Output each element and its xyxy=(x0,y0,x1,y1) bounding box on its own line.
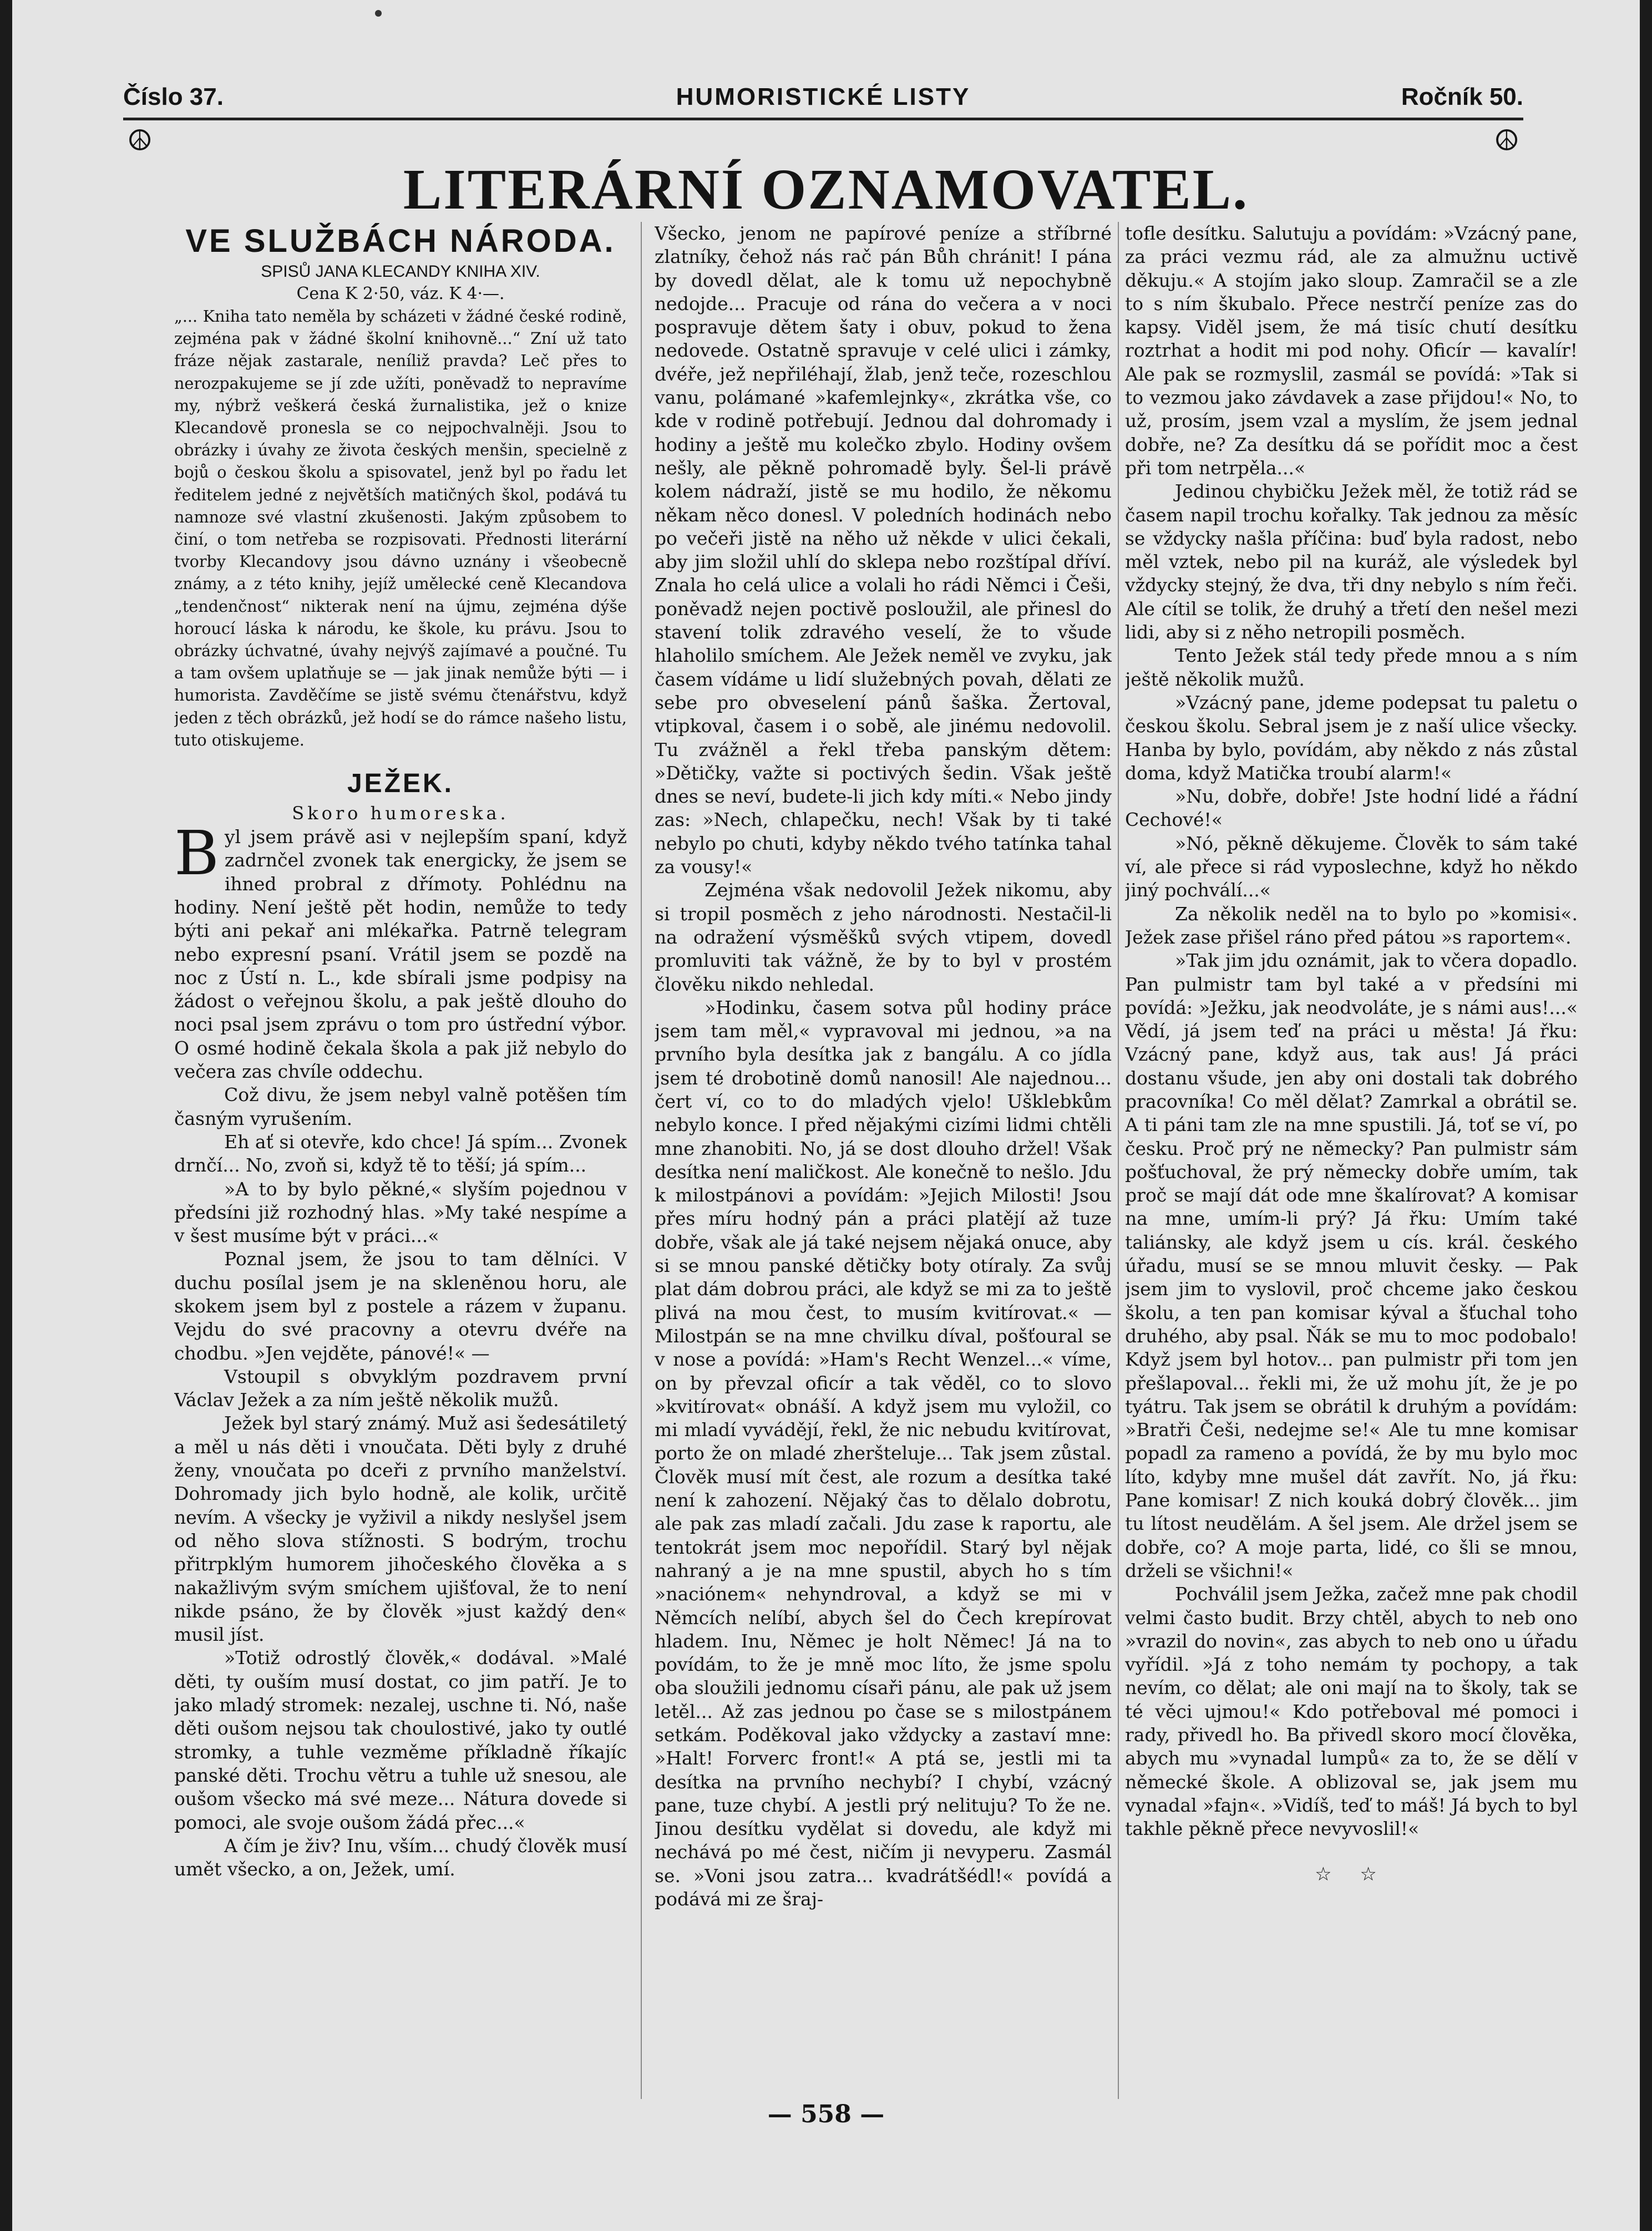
paragraph: Což divu, že jsem nebyl valně potěšen tím časným vyrušením. xyxy=(174,1084,627,1129)
paragraph: »A to by bylo pěkné,« slyším pojednou v předsíni již rozhodný hlas. »My také nespíme a v šest musíme být v práci...« xyxy=(174,1178,627,1247)
paragraph: Za několik neděl na to bylo po »komisi«. Ježek zase přišel ráno před pátou »s raportem«. xyxy=(1125,902,1578,948)
paragraph: Ježek byl starý známý. Muž asi šedesátiletý a měl u nás děti i vnoučata. Děti byly z druhé ženy, vnoučata po dceři z prvního manželství. Dohromady jich bylo hodně, ale kolik, určitě nevím. A všecky je vyživil a nikdy neslyšel jsem od něho slova stížnosti. S bodrým, trochu přitrpklým humorem jihočeského člověka a s nakažlivým svým smíchem ujišťoval, že to není nikde psáno, že by člověk »just každý den« musil jíst. xyxy=(174,1412,627,1646)
paragraph: Jedinou chybičku Ježek měl, že totiž rád se časem napil trochu kořalky. Tak jednou za měsíc se vždycky našla příčina: buď byla radost, nebo měl vztek, nebo pil na kuráž, ale výsledek byl vždycky stejný, že dva, tři dny nebylo s ním řeči. Ale cítil se tolik, že druhý a třetí den nešel mezi lidi, aby si z něho netropili posměch. xyxy=(1125,480,1578,643)
column-1 xyxy=(174,222,627,2103)
paragraph: »Hodinku, časem sotva půl hodiny práce jsem tam měl,« vypravoval mi jednou, »a na prvního byla desítka jak z bangálu. A co jídla jsem té drobotině domů nanosil! Ale najednou... čert ví, co to do mladých vjelo! Ušklebkům nebylo konce. I před nějakými cizími lidmi chtěli mne zhanobiti. No, já se dost dlouho držel! Však desítka není maličkost. Ale konečně to nešlo. Jdu k milostpánovi a povídám: »Jejich Milosti! Jsou přes míru hodný pán a práci platějí až tuze dobře, však ale já také nejsem nějaká onuce, aby si se mnou panské dětičky boty otíraly. Za svůj plat dám dobrou práci, ale když se mi za to ještě plivá na mou čest, to musím kvitírovat.« — Milostpán se na mne chvilku díval, pošťoural se v nose a povídá: »Ham's Recht Wenzel...« víme, on by převzal oficír a tak věděl, co to slovo »kvitírovat« obnáší. A když jsem mu vyložil, co mi mladí vyvádějí, řekl, že nic nebudu kvitírovat, porto že on mladé zheršteluje... Tak jsem zůstal. Člověk musí mít čest, ale rozum a desítka také není k zahození. Nějaký čas to dělalo dobrotu, ale pak zas mladí začali. Jdu zase k raportu, ale tentokrát jsem moc nepořídil. Starý byl nějak nahraný a je na mne spustil, abych ho s tím »naciónem« nehyndroval, a když se mi v Němcích nelíbí, abych šel do Čech krepírovat hladem. Inu, Němec je holt Němec! Já na to povídám, to že je mně moc líto, že jsme spolu oba sloužili jednomu císaři pánu, ale pak už jsem letěl... Až zas jednou po čase se s milostpánem setkám. Poděkoval jako vždycky a zastaví mne: »Halt! Forverc front!« A ptá se, jestli mi ta desítka na prvního nechybí? I chybí, vzácný pane, tuze chybí. A jestli prý nelituju? To že ne. Jinou desítku vydělat si dovedu, ale když mi nechává po mé čest, ničím ji nevyperu. Zasmál se. »Voni jsou zatra... kvadrátšédl!« povídá a podává mi ze šraj- xyxy=(655,996,1112,1910)
paragraph: »Totiž odrostlý člověk,« dodával. »Malé děti, ty ouším musí dostat, co jim patří. Je to jako mladý stromek: nezalej, uschne ti. Nó, naše děti oušom nejsou tak choulostivé, jako ty outlé stromky, a tuhle vezměme příkladně říkajíc panské děti. Trochu větru a tuhle už snesou, ale oušom všecko má své meze... Nátura dovede si pomoci, ale svoje oušom žádá přec...« xyxy=(174,1647,627,1833)
paragraph: Vstoupil s obvyklým pozdravem první Václav Ježek a za ním ještě několik mužů. xyxy=(174,1365,627,1411)
paragraph: »Vzácný pane, jdeme podepsat tu paletu o českou školu. Sebral jsem je z naší ulice všecky. Hanba by bylo, povídám, aby někdo z nás zůstal doma, když Matička troubí alarm!« xyxy=(1125,691,1578,784)
newspaper-page xyxy=(12,0,1640,2231)
book-price: Cena K 2·50, váz. K 4·—. xyxy=(296,284,505,303)
paragraph: A čím je živ? Inu, vším... chudý člověk musí umět všecko, a on, Ježek, umí. xyxy=(174,1834,627,1880)
paragraph: Tento Ježek stál tedy přede mnou a s ním ještě několik mužů. xyxy=(1125,645,1578,690)
section-title: VE SLUŽBÁCH NÁRODA. xyxy=(185,223,616,259)
paragraph: »Nu, dobře, dobře! Jste hodní lidé a řádní Cechové!« xyxy=(1125,785,1578,831)
paragraph: tofle desítku. Salutuju a povídám: »Vzácný pane, za práci vezmu rád, ale za almužnu uctivě děkuju.« A stojím jako sloup. Zamračil se a zle to s ním škubalo. Přece nestrčí peníze zas do kapsy. Viděl jsem, že má tisíc chutí desítku roztrhat a hodit mi pod nohy. Oficír — kavalír! Ale pak se rozmyslil, zasmál se povídá: »Tak si to vezmou jako závdavek a zase přijdou!« No, to už, prosím, jsem vzal a myslím, že jsem jednal dobře, ne? Za desítku dá se pořídit moc a čest při tom netrpěla...« xyxy=(1125,222,1578,479)
issue-number: Číslo 37. xyxy=(123,83,224,110)
ornament-right-icon: ☮ xyxy=(1493,124,1520,158)
print-speck xyxy=(375,10,382,17)
paragraph: Všecko, jenom ne papírové peníze a stříbrné zlatníky, čehož nás rač pán Bůh chránit! I pána by dovedl dělat, ale k tomu už nepochybně nedojde... Pracuje od rána do večera a v noci pospravuje dětem šaty i obuv, pokud to žena nedovede. Ostatně spravuje v celé ulici i zámky, dvéře, jež nepřiléhají, žlab, jenž teče, rozeschlou vanu, polámané »kafemlejnky«, zkrátka vše, co kde v rodině potřebují. Jednou dal dohromady i hodiny a ještě mu kolečko zbylo. Hodiny ovšem nešly, ale pěkně pohromadě byly. Šel-li právě kolem nádraží, jistě se mu hodilo, že někomu někam něco donesl. V poledních hodinách nebo po večeři jistě na něho už někde v ulici čekali, aby jim složil uhlí do sklepa nebo rozštípal dříví. Znala ho celá ulice a volali ho rádi Němci i Češi, poněvadž nejen poctivě posloužil, ale přinesl do stavení tolik zdravého veselí, že to všude hlaholilo smíchem. Ale Ježek neměl ve zvyku, jak časem vídáme u lidí služebných povah, dělati ze sebe pro obveselení pánů šaška. Žertoval, vtipkoval, časem i o sobě, ale jinému nedovolil. Tu zvážněl a řekl třeba panským dětem: »Dětičky, važte si poctivých šedin. Však ještě dnes se neví, budete-li jich kdy míti.« Nebo jindy zas: »Nech, chlapečku, nech! Však by ti také nebylo po chuti, kdyby někdo tvého tatínka tahal za vousy!« xyxy=(655,222,1112,878)
paragraph: »Tak jim jdu oznámit, jak to včera dopadlo. Pan pulmistr tam byl také a v předsíni mi povídá: »Ježku, jak neodvoláte, je s námi aus!...« Vědí, já jsem teď na práci u města! Já řku: Vzácný pane, když aus, tak aus! Já práci dostanu všude, jen aby oni dostali tak dobrého pracovníka! Co měl dělat? Zamrkal a obrátil se. A ti páni tam zle na mne spustili. Já, toť se ví, po česku. Proč prý ne německy? Pan pulmistr sám pošťuchoval, že prý německy dobře umím, tak proč se mají dát ode mne škalírovat? A komisar na mne, umím-li prý? Já řku: Umím také taliánsky, ale když jsem u cís. král. českého úřadu, musí se se mnou mluvit česky. — Pak jsem jim to vyslovil, proč chceme jako českou školu, a ten pan komisar kýval a šťuchal toho druhého, aby psal. Ňák se mu to moc podobalo! Když jsem byl hotov... pan pulmistr při tom jen přešlapoval... řekli mi, že už mohu jít, že je po tyátru. Tak jsem se obrátil k druhým a povídám: »Bratři Češi, nedejme se!« Ale tu mne komisar popadl za rameno a povídá, že by mu bylo moc líto, kdyby mne mušel dát zavřít. No, já řku: Pane komisar! Z nich kouká dobrý člověk... jim tu lítost neudělám. A šel jsem. Ale držel jsem se dobře, co? A moje parta, lidé, co šli se mnou, drželi se všichni!« xyxy=(1125,950,1578,1581)
volume-number: Ročník 50. xyxy=(1401,83,1523,110)
page-number: — 558 — xyxy=(767,2100,885,2128)
paragraph: »Nó, pěkně děkujeme. Člověk to sám také ví, ale přece si rád vyposlechne, když ho někdo jiný pochválí...« xyxy=(1125,832,1578,901)
paragraph: yl jsem právě asi v nejlepším spaní, když zadrnčel zvonek tak energicky, že jsem se ihned probral z dřímoty. Pohlédnu na hodiny. Není ještě pět hodin, nemůže to tedy býti ani pekař ani mlékařka. Patrně telegram nebo expresní psaní. Vrátil jsem se pozdě na noc z Ústí n. L., kde sbírali jsme podpisy na žádost o veřejnou školu, a pak ještě dlouho do noci psal jsem zprávu o tom pro ústřední výbor. O osmé hodině čekala škola a pak již nebylo do večera zas chvíle oddechu. xyxy=(174,826,627,1083)
column-divider xyxy=(1118,222,1119,2099)
column-2 xyxy=(655,222,1112,2103)
journal-name: HUMORISTICKÉ LISTY xyxy=(676,83,971,110)
header-rule xyxy=(123,118,1523,120)
story-subtitle: Skoro humoreska. xyxy=(292,803,509,824)
paragraph: Pochválil jsem Ježka, začež mne pak chodil velmi často budit. Brzy chtěl, abych to neb ono »vrazil do novin«, zas abych to neb ono u úřadu vyřídil. »Já z toho nemám ty pochopy, a tak nevím, co dělat; ale oni mají na to školy, tak se té věci ujmou!« Kdo potřeboval mé pomoci i rady, přivedl ho. Ba přivedl skoro mocí člověka, abych mu »vynadal lumpů« za to, že se dělí v německé škole. A oblizoval se, jak jsem mu vynadal »fajn«. »Vidíš, teď to máš! Já bych to byl takhle pěkně přece nevyvoslil!« xyxy=(1125,1583,1578,1840)
book-review xyxy=(174,305,627,751)
drop-cap: B xyxy=(174,818,219,889)
paragraph: Zejména však nedovolil Ježek nikomu, aby si tropil posměch z jeho národnosti. Nestačil-li na odražení výsměšků svých vtipem, dovedl promluviti tak vážně, že by to byl v prostém člověku nikdo nehledal. xyxy=(655,879,1112,995)
story-title: JEŽEK. xyxy=(347,769,454,799)
column-divider xyxy=(641,222,642,2099)
paragraph: Poznal jsem, že jsou to tam dělníci. V duchu posílal jsem je na skleněnou horu, ale skokem jsem byl z postele a rázem v županu. Vejdu do své pracovny a otevru dvéře na chodbu. »Jen vejděte, pánové!« — xyxy=(174,1248,627,1364)
paragraph: Eh ať si otevře, kdo chce! Já spím... Zvonek drnčí... No, zvoň si, když tě to těší; já spím... xyxy=(174,1130,627,1177)
ornament-left-icon: ☮ xyxy=(126,124,153,158)
column-3 xyxy=(1125,222,1578,2103)
running-header xyxy=(123,83,1523,116)
end-stars-icon: ☆ ☆ xyxy=(1315,1863,1388,1886)
section-subtitle: SPISŮ JANA KLECANDY KNIHA XIV. xyxy=(261,262,540,281)
page-title: LITERÁRNÍ OZNAMOVATEL. xyxy=(403,158,1249,221)
review-text: „... Kniha tato neměla by scházeti v žádné české rodině, zejména pak v žádné školní knihovně...“ Zní už tato fráze nějak zastarale, neníliž pravda? Leč přes to nerozpakujeme se jí zde užíti, poněvadž to nepravíme my, nýbrž veškerá česká žurnalistika, jež o knize Klecandově pronesla se co nejpochvalněji. Jsou to obrázky i úvahy ze života českých menšin, specielně z bojů o českou školu a spisovatel, jenž byl po řadu let ředitelem jedné z největších matičných škol, podává tu namnoze své vlastní zkušenosti. Jakým způsobem to činí, o tom netřeba se rozpisovati. Přednosti literární tvorby Klecandovy jsou dávno uznány i všeobecně známy, a z této knihy, jejíž umělecké ceně Klecandova „tendenčnost“ nikterak není na újmu, zejména dýše horoucí láska k národu, ke škole, ku právu. Jsou to obrázky úchvatné, úvahy nejvýš zajímavé a poučné. Tu a tam ovšem uplatňuje se — jak jinak nemůže býti — i humoristа. Zavděčíme se jistě svému čtenářstvu, když jeden z těch obrázků, jež hodí se do rámce našeho listu, tuto otiskujeme. xyxy=(174,307,627,749)
